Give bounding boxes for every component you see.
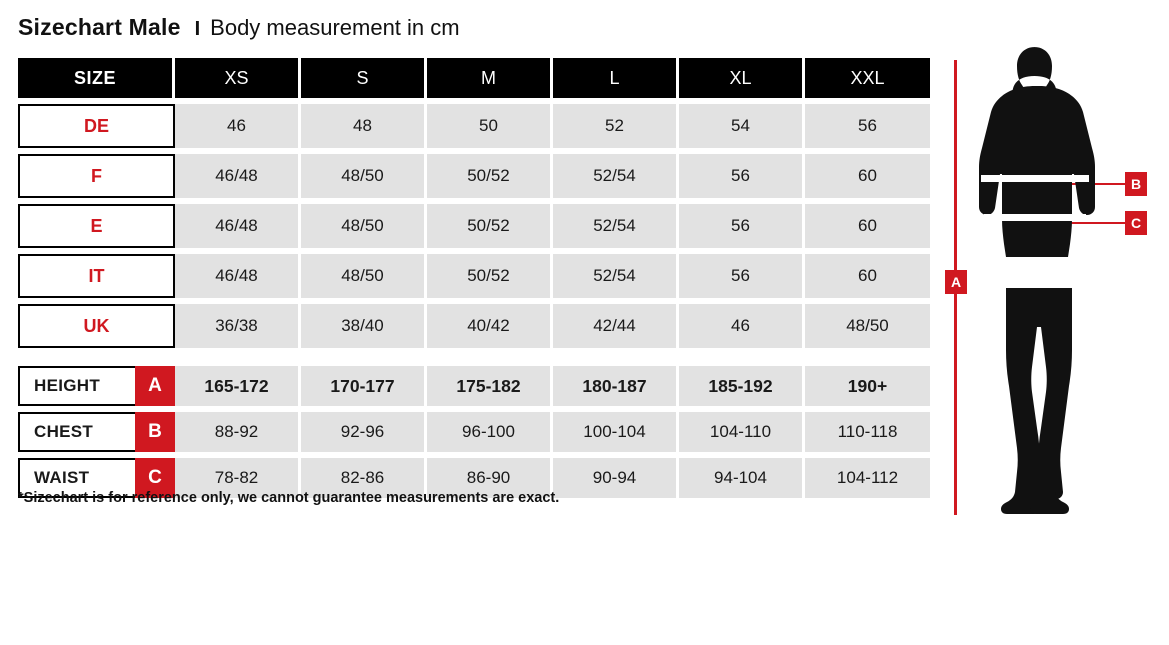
row-label-de: DE [18,104,175,148]
table-row [18,154,930,198]
male-body-silhouette-icon [960,45,1110,515]
cell-chest-s: 92-96 [301,412,427,452]
sizechart-table-wrap [18,58,930,498]
title-main: Sizechart Male [18,14,181,40]
title-subtitle: Body measurement in cm [210,15,460,40]
cell-uk-m: 40/42 [427,304,553,348]
row-label-waist-text: WAIST [18,458,135,498]
cell-height-m: 175-182 [427,366,553,406]
cell-de-s: 48 [301,104,427,148]
cell-de-l: 52 [553,104,679,148]
table-row [18,304,930,348]
cell-waist-xxl: 104-112 [805,458,930,498]
cell-it-xs: 46/48 [175,254,301,298]
cell-f-xxl: 60 [805,154,930,198]
row-badge-b: B [135,412,175,452]
row-badge-c: C [135,458,175,498]
footnote: *Sizechart is for reference only, we cannot guarantee measurements are exact. [18,490,560,506]
column-header-size: SIZE [18,58,175,98]
row-label-f: F [18,154,175,198]
cell-chest-xs: 88-92 [175,412,301,452]
column-header-xxl: XXL [805,58,930,98]
column-header-l: L [553,58,679,98]
cell-de-xl: 54 [679,104,805,148]
cell-de-xs: 46 [175,104,301,148]
cell-f-xl: 56 [679,154,805,198]
cell-e-m: 50/52 [427,204,553,248]
cell-e-xxl: 60 [805,204,930,248]
cell-uk-xxl: 48/50 [805,304,930,348]
cell-it-m: 50/52 [427,254,553,298]
cell-e-s: 48/50 [301,204,427,248]
row-label-it: IT [18,254,175,298]
cell-height-xl: 185-192 [679,366,805,406]
cell-f-s: 48/50 [301,154,427,198]
cell-uk-s: 38/40 [301,304,427,348]
figure-badge-b: B [1125,172,1147,196]
column-header-xs: XS [175,58,301,98]
row-group-gap [18,348,930,366]
row-label-chest-text: CHEST [18,412,135,452]
cell-height-s: 170-177 [301,366,427,406]
cell-it-l: 52/54 [553,254,679,298]
table-row [18,204,930,248]
table-header-row [18,58,930,98]
figure-badge-c: C [1125,211,1147,235]
cell-f-m: 50/52 [427,154,553,198]
table-row [18,104,930,148]
row-label-height [18,366,175,406]
cell-chest-l: 100-104 [553,412,679,452]
cell-de-m: 50 [427,104,553,148]
body-figure [930,45,1160,525]
cell-height-l: 180-187 [553,366,679,406]
cell-height-xs: 165-172 [175,366,301,406]
cell-it-xl: 56 [679,254,805,298]
cell-chest-xl: 104-110 [679,412,805,452]
cell-e-xs: 46/48 [175,204,301,248]
cell-uk-xl: 46 [679,304,805,348]
cell-e-l: 52/54 [553,204,679,248]
row-label-uk: UK [18,304,175,348]
table-row [18,254,930,298]
figure-badge-a: A [945,270,967,294]
column-header-s: S [301,58,427,98]
cell-f-l: 52/54 [553,154,679,198]
cell-height-xxl: 190+ [805,366,930,406]
column-header-m: M [427,58,553,98]
cell-chest-xxl: 110-118 [805,412,930,452]
column-header-xl: XL [679,58,805,98]
cell-waist-m: 86-90 [427,458,553,498]
row-label-chest [18,412,175,452]
cell-f-xs: 46/48 [175,154,301,198]
cell-waist-xl: 94-104 [679,458,805,498]
row-label-e: E [18,204,175,248]
cell-it-xxl: 60 [805,254,930,298]
title-separator: I [194,18,201,40]
cell-chest-m: 96-100 [427,412,553,452]
sizechart-table [18,58,930,498]
cell-uk-xs: 36/38 [175,304,301,348]
cell-uk-l: 42/44 [553,304,679,348]
cell-it-s: 48/50 [301,254,427,298]
cell-e-xl: 56 [679,204,805,248]
cell-waist-s: 82-86 [301,458,427,498]
row-label-height-text: HEIGHT [18,366,135,406]
cell-de-xxl: 56 [805,104,930,148]
cell-waist-xs: 78-82 [175,458,301,498]
table-row [18,412,930,452]
table-row [18,366,930,406]
page-title [18,14,460,41]
row-badge-a: A [135,366,175,406]
cell-waist-l: 90-94 [553,458,679,498]
